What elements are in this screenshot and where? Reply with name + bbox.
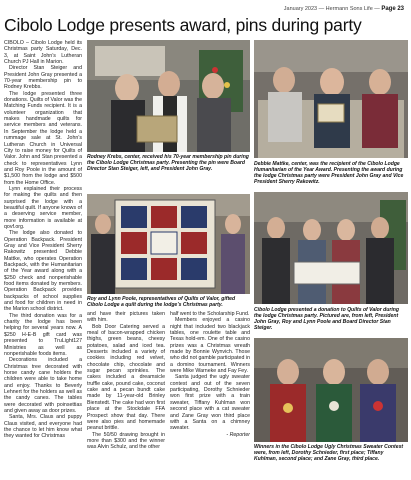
caption-donation: Cibolo Lodge presented a donation to Quilts of Valor during the lodge Christmas party. Pictured are, from left, President John Gray, Roy and Lynn Poole and Board Director Stan Steiger. (254, 307, 399, 331)
caption-krebs: Rodney Krebs, center, received his 70-year membership pin during the Cibolo Lodge Christmas party. Presenting the pin were Board Director Stan Steiger, left, and President John Gray. (87, 154, 249, 172)
paragraph: Director Stan Steiger and President John Gray presented a 70-year membership pin to Rodney Krebbs. (4, 65, 82, 91)
caption-mattke: Debbie Mattke, center, was the recipient of the Cibolo Lodge Humanitarian of the Year Award. Presenting the award during the lodge Christmas party were President John Gray and Vice President Sherry Rakowitz. (254, 161, 404, 185)
byline: - Reporter (226, 431, 250, 438)
issue-label: January 2023 — Hermann Sons Life — (283, 6, 380, 12)
photo-donation-group (254, 192, 408, 304)
article-column-1 (4, 40, 82, 478)
paragraph: half went to the Scholarship Fund. (170, 311, 250, 317)
paragraph: The lodge presented three donations. Quilts of Valor was the Matching Funds recipient. It is a volunteer organization that makes handmade quilts for service members and veterans. In September the lodge held a rummage sale at St. John’s Lutheran Church in Universal City to raise money for Quilts of Valor. John and Stan presented a check to representatives Lynn and Roy Poole in the amount of $1,500 from the lodge and $500 from the Home Office. (4, 90, 82, 186)
page-header (0, 6, 404, 12)
paragraph: Bob Door Catering served a meal of bacon-wrapped chicken thighs, green beans, cheesy potatoes, salad and iced tea. Desserts included a variety of cookies including red velvet, chocolate chip, chocolate and sugar pecan sprinkles. The cakes included a dreamsicle truffle cake, pound cake, coconut cake and a pecan bundt cake made by 11-year-old Brinley Bienstedt. The cake had won first place at the Stockdale FFA Prospect show that day. There were also pies and homemade peanut brittle. (87, 323, 165, 432)
paragraph: Lynn explained their process for making the quilts and then surprised the lodge with a beautiful quilt. If anyone knows of a deserving service member, more information is available at qovf.org. (4, 185, 82, 230)
article-column-3 (170, 311, 250, 478)
page-number: Page 23 (381, 6, 404, 12)
headline: Cibolo Lodge presents award, pins during party (4, 15, 362, 35)
paragraph: The 50/50 drawing brought in more than $300 and the winner was Alvin Schulz, and the other (87, 431, 165, 451)
photo-poole-quilt (87, 194, 250, 294)
paragraph: and have their pictures taken with him. (87, 311, 165, 324)
article-column-2 (87, 311, 165, 478)
paragraph: CIBOLO – Cibolo Lodge held its Christmas party Saturday, Dec. 3, at Saint John’s Lutheran Church PJ Hall in Marion. (4, 40, 82, 66)
caption-poole: Roy and Lynn Poole, representatives of Quilts of Valor, gifted Cibolo Lodge a quilt during the lodge’s Christmas party. (87, 296, 236, 308)
photo-krebs-pin (87, 40, 250, 152)
paragraph: The lodge also donated to Operation Backpack. President Gray and Vice President Sherry Rakowitz presented Debbie Mattke, who operates Operation Backpack, with the Humanitarian of the Year award along with a $250 check and nonperishable food items donated by members. Operation Backpack provides backpacks of school supplies and food for children in need in the Marion school district. (4, 230, 82, 313)
paragraph: Santa, Mrs. Claus and puppy Claus visited, and everyone had the chance to let him know what they wanted for Christmas (4, 414, 82, 440)
photo-mattke-award (254, 40, 408, 158)
paragraph: Decorations included a Christmas tree decorated with horse candy cane holders the children were able to take home and enjoy. Thanks to Beverly Lehnert for the holders as well as the candy canes. The tables were decorated with poinsettias and given away as door prizes. (4, 357, 82, 414)
paragraph: The third donation was for a charity the lodge has been helping for several years now. A $250 H-E-B gift card was presented to TruLight127 Ministries as well as nonperishable foods items. (4, 312, 82, 357)
photo-sweater-winners (254, 338, 408, 442)
caption-sweater: Winners in the Cibolo Lodge Ugly Christmas Sweater Contest were, from left, Dorothy Schnieder, first place; Tiffany Kuhlman, second place; and Zane Gray, third place. (254, 444, 404, 462)
paragraph: Members enjoyed a casino night that included two blackjack tables, one roulette table and Texas hold-em. One of the casino prizes was a Christmas wreath made by Bonnie Wynvich. Those who did not gamble participated in a domino tournament. Winners were Mike Warneke and Fay Fey. (170, 317, 250, 375)
paragraph: Santa judged the ugly sweater contest and out of the seven participating, Dorothy Schnieder won first prize with a train sweater, Tiffany Kuhlman won second place with a cat sweater and Zane Gray won third place with a Santa on a chimney sweater. (170, 374, 250, 432)
